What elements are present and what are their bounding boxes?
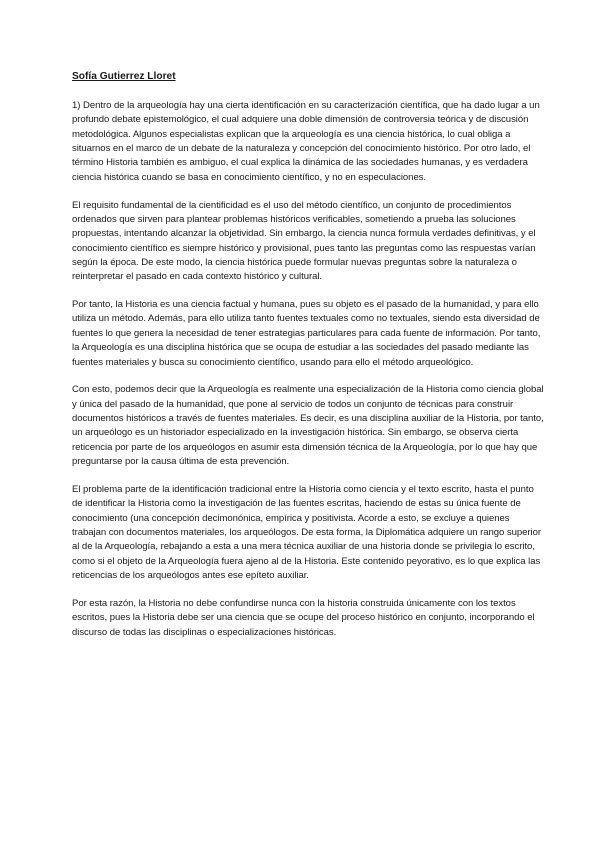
paragraph-6: Por esta razón, la Historia no debe confundirse nunca con la historia construida únicamente con los textos escritos, pues la Historia debe ser una ciencia que se ocupe del proceso histórico en conjunto, incorporando el discurso de todas las disciplinas o especializaciones históricas.: [72, 597, 535, 638]
paragraph-5: El problema parte de la identificación tradicional entre la Historia como ciencia y el texto escrito, hasta el punto de identificar la Historia como la investigación de las fuentes escritas, haciendo de estas su única fuente de conocimiento (una concepción decimonónica, empírica y positivista. Acorde a esto, se excluye a quienes trabajan con documentos materiales, los arqueólogos. De esta forma, la Diplomática adquiere un rango superior al de la Arqueología, rebajando a esta a una mera técnica auxiliar de una historia donde se privilegia lo escrito, como si el objeto de la Arqueología fuera ajeno al de la Historia. Este contenido peyorativo, es lo que explica las reticencias de los arqueólogos antes ese epíteto auxiliar.: [72, 483, 541, 581]
paragraph-1: 1) Dentro de la arqueología hay una cierta identificación en su caracterización científica, que ha dado lugar a un profundo debate epistemológico, el cual adquiere una doble dimensión de controversia teórica y de discusión metodológica. Algunos especialistas explican que la arqueología es una ciencia histórica, lo cual obliga a situarnos en el marco de un debate de la naturaleza y concepción del conocimiento histórico. Por otro lado, el término Historia también es ambiguo, el cual explica la dinámica de las sociedades humanas, y es verdadera ciencia histórica cuando se basa en conocimiento científico, y no en especulaciones.: [72, 100, 540, 183]
author-name: Sofía Gutierrez Lloret: [72, 71, 176, 82]
paragraph-4: Con esto, podemos decir que la Arqueología es realmente una especialización de la Historia como ciencia global y única del pasado de la humanidad, que pone al servicio de todos un conjunto de técnicas para construir documentos históricos a través de fuentes materiales. Es decir, es una disciplina auxiliar de la Historia, por tanto, un arqueólogo es un historiador especializado en la investigación histórica. Sin embargo, se observa cierta reticencia por parte de los arqueólogos en asumir esta dimensión técnica de la Arqueología, por lo que hay que preguntarse por la causa última de esta prevención.: [72, 384, 544, 468]
paragraph-3: Por tanto, la Historia es una ciencia factual y humana, pues su objeto es el pasado de la humanidad, y para ello utiliza un método. Además, para ello utiliza tanto fuentes textuales como no textuales, siendo esta diversidad de fuentes lo que genera la necesidad de tener estrategias particulares para cada fuente de información. Por tanto, la Arqueología es una disciplina histórica que se ocupa de estudiar a las sociedades del pasado mediante las fuentes materiales y busca su conocimiento científico, usando para ello el método arqueológico.: [72, 299, 541, 368]
paragraph-2: El requisito fundamental de la cientificidad es el uso del método científico, un conjunto de procedimientos ordenados que sirven para plantear problemas históricos verificables, sometiendo a prueba las soluciones propuestas, intentando alcanzar la objetividad. Sin embargo, la ciencia nunca formula verdades definitivas, y el conocimiento científico es siempre histórico y provisional, pues tanto las preguntas como las respuestas varían según la época. De este modo, la ciencia histórica puede formular nuevas preguntas sobre la naturaleza o reinterpretar el pasado en cada contexto histórico y cultural.: [72, 199, 536, 283]
